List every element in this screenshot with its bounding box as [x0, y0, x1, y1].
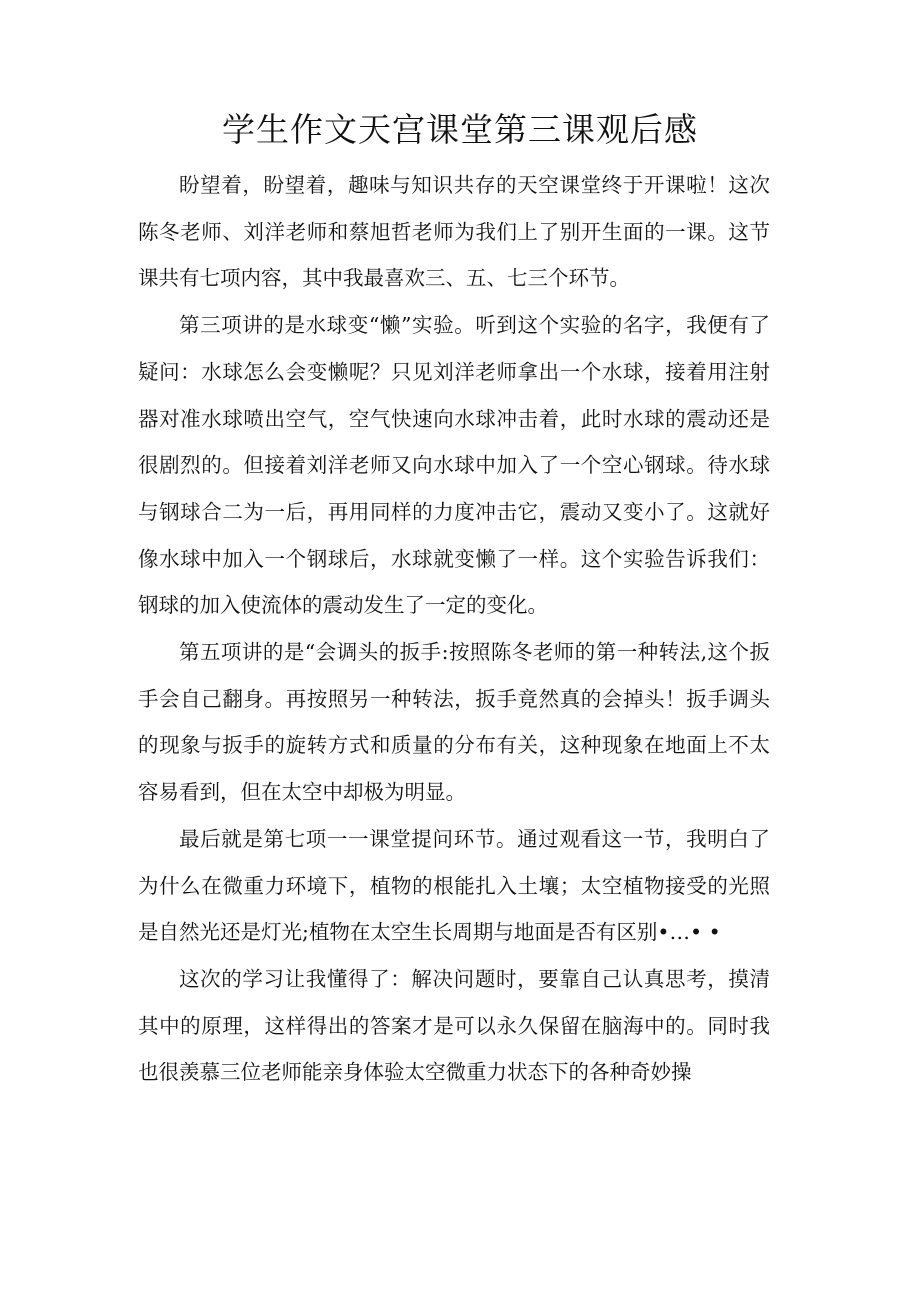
paragraph-reflection: 这次的学习让我懂得了：解决问题时，要靠自己认真思考，摸清其中的原理，这样得出的答案才是可以永久保留在脑海中的。同时我也很羡慕三位老师能亲身体验太空微重力状态下的各种奇妙操: [138, 966, 770, 1085]
paragraph-qa-session: 最后就是第七项一一课堂提问环节。通过观看这一节，我明白了为什么在微重力环境下，植物的根能扎入土壤；太空植物接受的光照是自然光还是灯光;植物在太空生长周期与地面是否有区别•…• •: [138, 826, 770, 945]
paragraph-water-ball-experiment: 第三项讲的是水球变“懒”实验。听到这个实验的名字，我便有了疑问：水球怎么会变懒呢？只见刘洋老师拿出一个水球，接着用注射器对准水球喷出空气，空气快速向水球冲击着，此时水球的震动还是很剧烈的。但接着刘洋老师又向水球中加入了一个空心钢球。待水球与钢球合二为一后，再用同样的力度冲击它，震动又变小了。这就好像水球中加入一个钢球后，水球就变懒了一样。这个实验告诉我们：钢球的加入使流体的震动发生了一定的变化。: [138, 313, 770, 618]
document-body: [138, 162, 770, 1096]
paragraph-intro: 盼望着，盼望着，趣味与知识共存的天空课堂终于开课啦！这次陈冬老师、刘洋老师和蔡旭哲老师为我们上了别开生面的一课。这节课共有七项内容，其中我最喜欢三、五、七三个环节。: [138, 173, 770, 291]
paragraph-wrench-experiment: 第五项讲的是“会调头的扳手:按照陈冬老师的第一种转法,这个扳手会自己翻身。再按照另一种转法，扳手竟然真的会掉头！扳手调头的现象与扳手的旋转方式和质量的分布有关，这种现象在地面上不太容易看到，但在太空中却极为明显。: [138, 640, 770, 805]
document-title: 学生作文天宫课堂第三课观后感: [222, 110, 698, 149]
